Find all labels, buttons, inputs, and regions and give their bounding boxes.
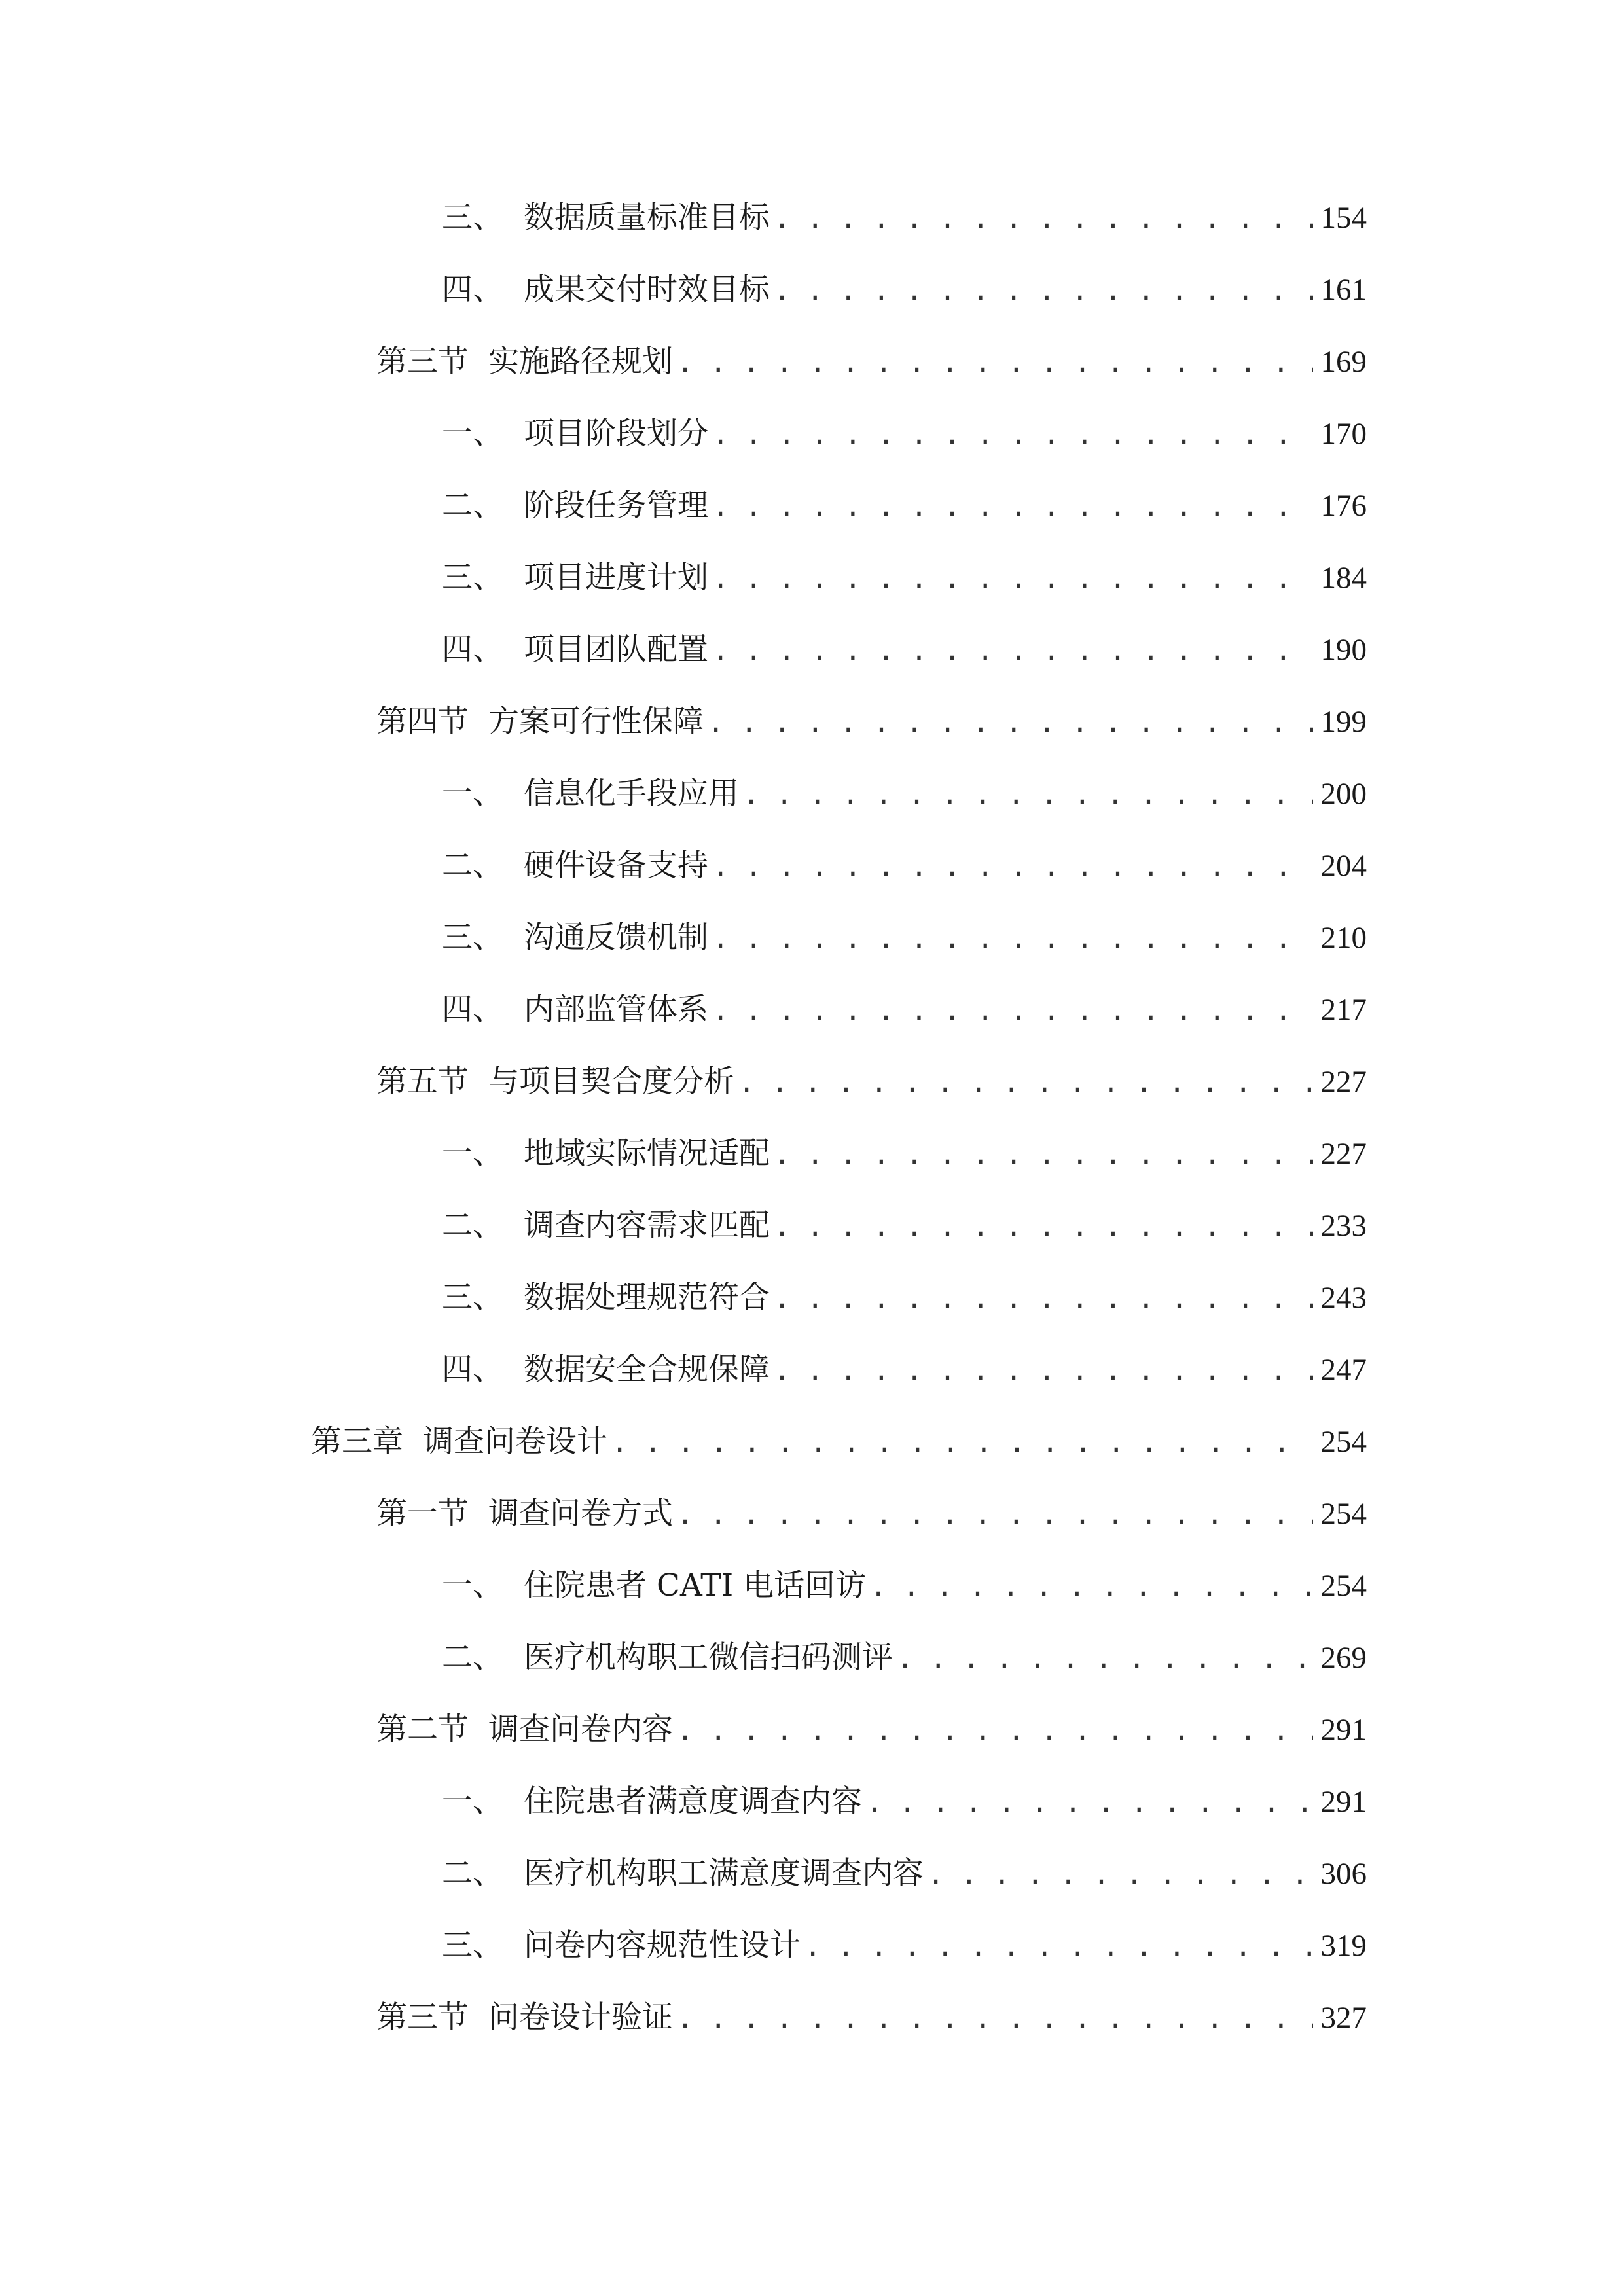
entry-title: 项目阶段划分: [524, 416, 708, 452]
dot-leader: [774, 1132, 1313, 1177]
entry-title: 沟通反馈机制: [524, 920, 708, 956]
entry-title: 实施路径规划: [488, 344, 673, 380]
entry-number: 二、: [442, 1640, 503, 1676]
dot-leader: [712, 484, 1313, 529]
dot-leader: [677, 1996, 1313, 2041]
entry-number: 一、: [442, 1136, 503, 1172]
entry-page-number: 291: [1320, 1785, 1367, 1819]
toc-entry[interactable]: [376, 339, 1367, 385]
entry-number: 四、: [442, 992, 503, 1028]
entry-title: 住院患者 CATI 电话回访: [524, 1568, 867, 1604]
dot-leader: [774, 1276, 1313, 1321]
toc-entry[interactable]: [376, 1995, 1367, 2041]
entry-page-number: 170: [1320, 417, 1367, 451]
entry-title: 住院患者满意度调查内容: [524, 1784, 862, 1820]
toc-entry[interactable]: [442, 1563, 1367, 1609]
toc-entry[interactable]: [376, 1491, 1367, 1537]
toc-entry[interactable]: [442, 1275, 1367, 1321]
entry-number: 三、: [442, 1280, 503, 1316]
entry-number: 一、: [442, 1568, 503, 1604]
entry-number: 第一节: [376, 1496, 469, 1532]
entry-title: 调查问卷设计: [423, 1424, 607, 1460]
entry-page-number: 319: [1320, 1929, 1367, 1963]
toc-entry[interactable]: [442, 1347, 1367, 1393]
entry-page-number: 169: [1320, 345, 1367, 379]
entry-title: 数据处理规范符合: [524, 1280, 770, 1316]
entry-number: 一、: [442, 1784, 503, 1820]
entry-page-number: 161: [1320, 273, 1367, 307]
dot-leader: [712, 628, 1313, 673]
entry-page-number: 176: [1320, 489, 1367, 523]
toc-entry[interactable]: [442, 1923, 1367, 1969]
entry-title: 方案可行性保障: [488, 704, 704, 740]
dot-leader: [677, 340, 1313, 386]
dot-leader: [870, 1564, 1312, 1609]
entry-number: 一、: [442, 776, 503, 812]
dot-leader: [677, 1708, 1313, 1753]
entry-title: 问卷设计验证: [488, 2000, 673, 2036]
entry-title: 问卷内容规范性设计: [524, 1928, 801, 1964]
toc-entry[interactable]: [442, 1851, 1367, 1897]
dot-leader: [897, 1636, 1313, 1681]
toc-entry[interactable]: [442, 1635, 1367, 1681]
entry-page-number: 204: [1320, 849, 1367, 883]
dot-leader: [774, 1348, 1313, 1393]
entry-page-number: 247: [1320, 1353, 1367, 1387]
entry-title: 地域实际情况适配: [524, 1136, 770, 1172]
entry-page-number: 243: [1320, 1281, 1367, 1315]
toc-entry[interactable]: [442, 195, 1367, 241]
toc-entry[interactable]: [442, 843, 1367, 889]
entry-number: 二、: [442, 1208, 503, 1244]
entry-page-number: 210: [1320, 921, 1367, 955]
entry-page-number: 199: [1320, 705, 1367, 739]
entry-number: 第五节: [376, 1064, 469, 1100]
entry-title: 医疗机构职工满意度调查内容: [524, 1856, 924, 1892]
toc-entry[interactable]: [376, 1707, 1367, 1753]
dot-leader: [712, 916, 1313, 961]
toc-entry[interactable]: [442, 915, 1367, 961]
entry-title: 内部监管体系: [524, 992, 708, 1028]
entry-title: 信息化手段应用: [524, 776, 739, 812]
entry-number: 第三节: [376, 344, 469, 380]
entry-number: 三、: [442, 560, 503, 596]
dot-leader: [743, 772, 1313, 817]
entry-title: 项目进度计划: [524, 560, 708, 596]
entry-page-number: 190: [1320, 633, 1367, 667]
dot-leader: [774, 1204, 1313, 1249]
dot-leader: [804, 1924, 1313, 1969]
toc-entry[interactable]: [442, 1131, 1367, 1177]
toc-entry[interactable]: [442, 411, 1367, 457]
dot-leader: [866, 1780, 1313, 1825]
entry-title: 数据安全合规保障: [524, 1352, 770, 1388]
entry-title: 医疗机构职工微信扫码测评: [524, 1640, 893, 1676]
dot-leader: [677, 1492, 1313, 1537]
dot-leader: [928, 1852, 1313, 1897]
entry-number: 三、: [442, 1928, 503, 1964]
entry-title: 调查内容需求匹配: [524, 1208, 770, 1244]
entry-title: 与项目契合度分析: [488, 1064, 734, 1100]
dot-leader: [712, 988, 1313, 1033]
entry-number: 一、: [442, 416, 503, 452]
entry-page-number: 200: [1320, 777, 1367, 811]
dot-leader: [712, 844, 1313, 889]
entry-title: 阶段任务管理: [524, 488, 708, 524]
entry-number: 三、: [442, 200, 503, 236]
entry-title: 数据质量标准目标: [524, 200, 770, 236]
entry-page-number: 306: [1320, 1857, 1367, 1891]
dot-leader: [774, 196, 1313, 242]
entry-number: 第二节: [376, 1712, 469, 1748]
toc-entry[interactable]: [442, 771, 1367, 817]
dot-leader: [712, 412, 1313, 457]
dot-leader: [712, 556, 1313, 601]
entry-title: 调查问卷方式: [488, 1496, 673, 1532]
toc-entry[interactable]: [442, 483, 1367, 529]
entry-number: 第三节: [376, 2000, 469, 2036]
entry-number: 二、: [442, 488, 503, 524]
entry-page-number: 254: [1320, 1425, 1367, 1459]
entry-title: 项目团队配置: [524, 632, 708, 668]
entry-page-number: 217: [1320, 993, 1367, 1027]
entry-title: 成果交付时效目标: [524, 272, 770, 308]
dot-leader: [708, 700, 1313, 745]
dot-leader: [611, 1420, 1313, 1465]
toc-entry[interactable]: [376, 699, 1367, 745]
toc-entry[interactable]: [376, 1059, 1367, 1105]
entry-page-number: 154: [1320, 201, 1367, 235]
toc-entry[interactable]: [442, 627, 1367, 673]
entry-page-number: 269: [1320, 1641, 1367, 1675]
toc-entry[interactable]: [442, 987, 1367, 1033]
entry-page-number: 227: [1320, 1065, 1367, 1099]
entry-number: 第四节: [376, 704, 469, 740]
entry-page-number: 184: [1320, 561, 1367, 595]
entry-number: 第三章: [311, 1424, 403, 1460]
entry-page-number: 254: [1320, 1497, 1367, 1531]
entry-page-number: 233: [1320, 1209, 1367, 1243]
entry-number: 四、: [442, 1352, 503, 1388]
entry-number: 四、: [442, 272, 503, 308]
toc-entry[interactable]: [442, 267, 1367, 313]
entry-number: 四、: [442, 632, 503, 668]
toc-entry[interactable]: [442, 555, 1367, 601]
entry-page-number: 254: [1320, 1569, 1367, 1603]
entry-page-number: 291: [1320, 1713, 1367, 1747]
entry-number: 二、: [442, 848, 503, 884]
entry-number: 三、: [442, 920, 503, 956]
entry-page-number: 227: [1320, 1137, 1367, 1171]
dot-leader: [774, 268, 1313, 314]
entry-title: 调查问卷内容: [488, 1712, 673, 1748]
dot-leader: [738, 1060, 1313, 1105]
entry-number: 二、: [442, 1856, 503, 1892]
toc-entry[interactable]: [442, 1203, 1367, 1249]
toc-entry[interactable]: [442, 1779, 1367, 1825]
toc-entry[interactable]: [311, 1419, 1367, 1465]
entry-title: 硬件设备支持: [524, 848, 708, 884]
entry-page-number: 327: [1320, 2001, 1367, 2035]
